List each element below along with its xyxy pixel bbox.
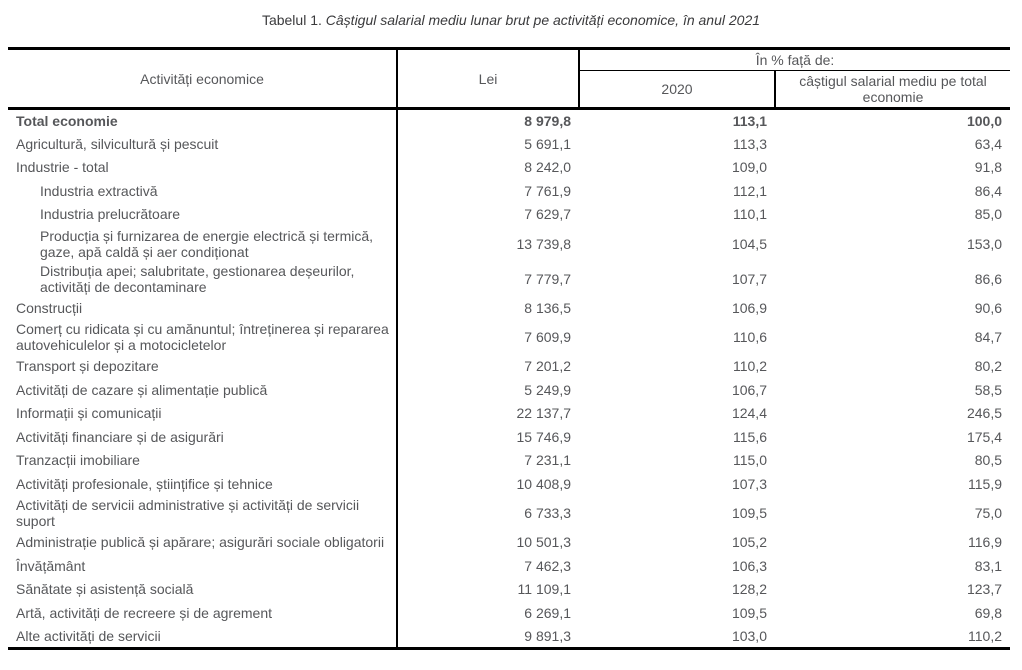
vs-total-economy-cell: 115,9	[968, 475, 1003, 492]
vs-2020-cell: 105,2	[731, 534, 767, 551]
header-total-economy: câștigul salarial mediu pe total economie	[775, 71, 1010, 109]
lei-cell: 7 201,2	[524, 358, 571, 375]
table-title-text: Câștigul salarial mediu lunar brut pe activități economice, în anul 2021	[325, 12, 761, 28]
vs-2020-cell: 106,3	[731, 557, 767, 574]
vs-total-economy-cell: 86,4	[974, 182, 1003, 199]
vs-total-economy-cell: 69,8	[974, 604, 1003, 621]
salary-table	[8, 47, 1010, 650]
lei-cell: 11 109,1	[517, 581, 571, 598]
vs-total-economy-cell: 58,5	[974, 381, 1003, 398]
vs-2020-cell: 107,7	[731, 270, 767, 287]
vs-total-economy-cell: 91,8	[974, 159, 1003, 176]
activity-cell: Învățământ	[8, 554, 397, 578]
activity-cell: Sănătate și asistență socială	[8, 578, 397, 602]
vs-2020-cell: 113,1	[732, 113, 767, 129]
lei-cell: 7 779,7	[524, 270, 571, 287]
vs-total-economy-cell: 83,1	[974, 557, 1003, 574]
lei-cell: 13 739,8	[516, 235, 571, 252]
vs-total-economy-cell: 85,0	[974, 206, 1003, 223]
activity-cell: Construcții	[8, 296, 397, 320]
header-2020: 2020	[579, 71, 775, 109]
lei-cell: 22 137,7	[516, 405, 571, 422]
table-row	[8, 203, 1010, 227]
vs-total-economy-cell: 123,7	[966, 581, 1003, 598]
table-row	[8, 109, 1010, 133]
vs-2020-cell: 115,6	[733, 428, 767, 445]
lei-cell: 7 629,7	[524, 206, 571, 223]
table-row	[8, 296, 1010, 320]
activity-cell: Transport și depozitare	[8, 355, 397, 379]
header-lei: Lei	[397, 49, 579, 109]
lei-cell: 6 269,1	[524, 604, 571, 621]
vs-2020-cell: 113,3	[733, 135, 767, 152]
table-body	[8, 109, 1010, 649]
table-row	[8, 261, 1010, 296]
vs-total-economy-cell: 84,7	[974, 329, 1003, 345]
activity-cell: Activități profesionale, științifice și tehnice	[8, 472, 397, 496]
activity-cell: Comerț cu ridicata și cu amănuntul; întreținerea și repararea autovehiculelor și a motocicletelor	[8, 320, 397, 355]
lei-cell: 10 501,3	[516, 534, 571, 551]
vs-total-economy-cell: 63,4	[974, 135, 1003, 152]
table-row	[8, 402, 1010, 426]
vs-2020-cell: 104,5	[731, 235, 767, 252]
table-row	[8, 156, 1010, 180]
activity-cell: Artă, activități de recreere și de agrement	[8, 601, 397, 625]
vs-2020-cell: 110,1	[733, 206, 767, 223]
table-row	[8, 425, 1010, 449]
lei-cell: 8 242,0	[524, 159, 571, 176]
header-percent-group: În % față de:	[579, 49, 1010, 71]
vs-total-economy-cell: 90,6	[974, 299, 1003, 316]
lei-cell: 7 462,3	[524, 557, 571, 574]
vs-total-economy-cell: 80,2	[974, 358, 1003, 375]
vs-total-economy-cell: 175,4	[966, 428, 1003, 445]
activity-cell: Administrație publică și apărare; asigurări sociale obligatorii	[8, 531, 397, 555]
lei-cell: 9 891,3	[397, 625, 579, 649]
vs-total-economy-cell: 110,2	[775, 625, 1010, 649]
vs-2020-cell: 128,2	[731, 581, 767, 598]
lei-cell: 10 408,9	[516, 475, 571, 492]
lei-cell: 5 249,9	[524, 381, 571, 398]
lei-cell: 7 231,1	[524, 452, 571, 469]
vs-2020-cell: 112,1	[733, 182, 767, 199]
lei-cell: 7 609,9	[524, 329, 571, 345]
page-title	[0, 11, 1022, 29]
lei-cell: 8 979,8	[524, 113, 571, 129]
table-row	[8, 449, 1010, 473]
table-header	[8, 49, 1010, 109]
vs-total-economy-cell: 100,0	[966, 113, 1003, 129]
activity-cell: Industria prelucrătoare	[8, 203, 397, 227]
lei-cell: 5 691,1	[524, 135, 571, 152]
vs-total-economy-cell: 86,6	[974, 270, 1003, 287]
vs-total-economy-cell: 116,9	[968, 534, 1003, 551]
activity-cell: Activități de servicii administrative și activități de servicii suport	[8, 496, 397, 531]
lei-cell: 15 746,9	[516, 428, 571, 445]
activity-cell: Informații și comunicații	[8, 402, 397, 426]
table-row	[8, 472, 1010, 496]
table-row	[8, 378, 1010, 402]
vs-2020-cell: 115,0	[733, 452, 767, 469]
lei-cell: 6 733,3	[524, 505, 571, 521]
vs-2020-cell: 110,6	[733, 329, 767, 345]
table-row	[8, 625, 1010, 649]
activity-cell: Agricultură, silvicultură și pescuit	[8, 132, 397, 156]
activity-cell: Tranzacții imobiliare	[8, 449, 397, 473]
header-activity: Activități economice	[8, 49, 397, 109]
lei-cell: 8 136,5	[524, 299, 571, 316]
vs-2020-cell: 106,7	[731, 381, 767, 398]
table-row	[8, 179, 1010, 203]
table-row	[8, 531, 1010, 555]
activity-cell: Total economie	[8, 109, 397, 133]
activity-cell: Producția și furnizarea de energie electrică și termică, gaze, apă caldă și aer condiționat	[8, 226, 397, 261]
table-number-label: Tabelul 1.	[261, 12, 322, 28]
vs-2020-cell: 124,4	[731, 405, 767, 422]
vs-2020-cell: 110,2	[733, 358, 767, 375]
activity-cell: Distribuția apei; salubritate, gestionarea deșeurilor, activități de decontaminare	[8, 261, 397, 296]
vs-2020-cell: 107,3	[731, 475, 767, 492]
vs-2020-cell: 109,0	[731, 159, 767, 176]
activity-cell: Activități financiare și de asigurări	[8, 425, 397, 449]
lei-cell: 7 761,9	[524, 182, 571, 199]
vs-total-economy-cell: 153,0	[966, 235, 1003, 252]
activity-cell: Industrie - total	[8, 156, 397, 180]
vs-2020-cell: 109,5	[731, 505, 767, 521]
table-row	[8, 132, 1010, 156]
vs-total-economy-cell: 75,0	[974, 505, 1003, 521]
table-row	[8, 355, 1010, 379]
activity-cell: Activități de cazare și alimentație publică	[8, 378, 397, 402]
vs-total-economy-cell: 80,5	[974, 452, 1003, 469]
vs-total-economy-cell: 246,5	[966, 405, 1003, 422]
table-row	[8, 601, 1010, 625]
table-row	[8, 578, 1010, 602]
table-row	[8, 226, 1010, 261]
vs-2020-cell: 103,0	[579, 625, 775, 649]
vs-2020-cell: 109,5	[731, 604, 767, 621]
vs-2020-cell: 106,9	[731, 299, 767, 316]
activity-cell: Alte activități de servicii	[8, 625, 397, 649]
table-row	[8, 554, 1010, 578]
activity-cell: Industria extractivă	[8, 179, 397, 203]
table-row	[8, 496, 1010, 531]
table-row	[8, 320, 1010, 355]
